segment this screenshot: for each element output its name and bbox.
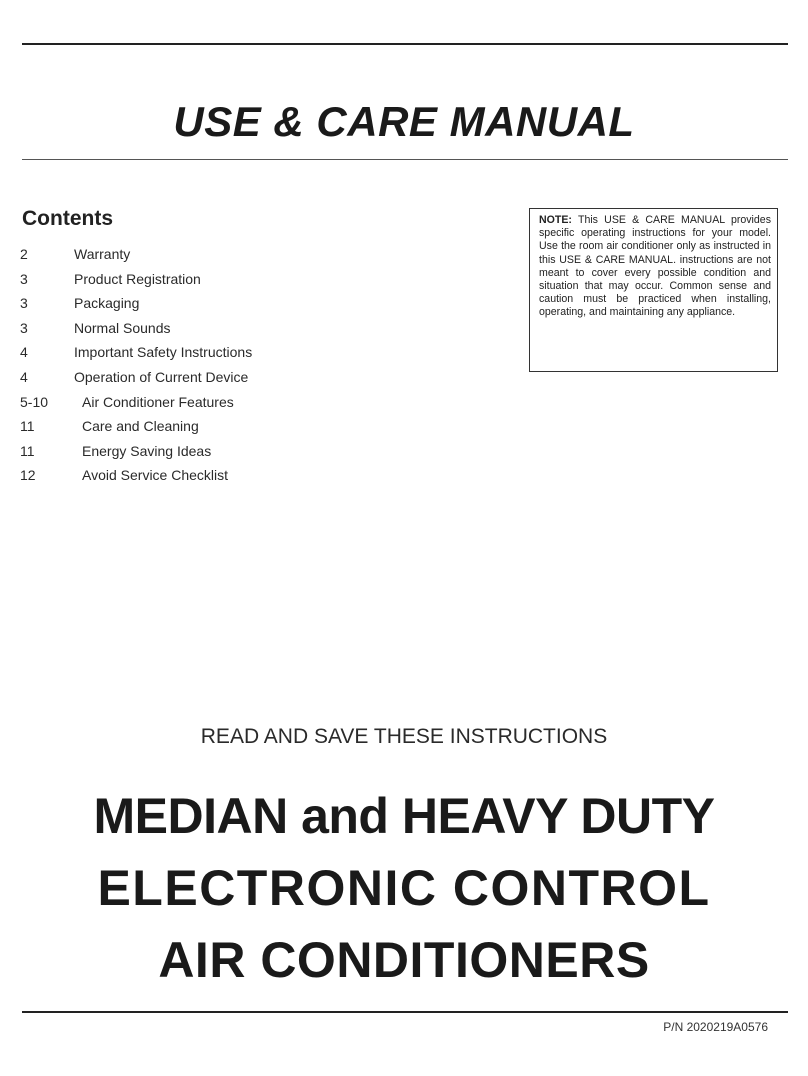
toc-item-label: Warranty — [74, 246, 131, 262]
toc-item — [20, 271, 500, 296]
read-save-notice: READ AND SAVE THESE INSTRUCTIONS — [200, 725, 608, 748]
toc-item — [20, 394, 500, 419]
toc-item — [20, 418, 500, 443]
toc-page-number: 3 — [20, 295, 28, 312]
toc-page-number: 12 — [20, 467, 36, 484]
toc-page-number: 3 — [20, 319, 28, 336]
toc-item-label: Packaging — [74, 295, 140, 312]
toc-page-number: 4 — [20, 368, 28, 385]
toc-item-label: Product Registration — [74, 270, 201, 287]
part-number: P/N 2020219A0576 — [663, 1020, 768, 1034]
toc-item-label: Operation of Current Device — [74, 368, 249, 385]
toc-item-label: Care and Cleaning — [82, 418, 199, 435]
toc-item — [20, 295, 500, 320]
top-rule — [22, 43, 788, 45]
toc-item — [20, 467, 500, 492]
contents-heading: Contents — [22, 207, 113, 230]
toc-item — [20, 246, 500, 271]
table-of-contents — [20, 246, 500, 492]
product-title-line3: AIR CONDITIONERS — [158, 932, 650, 988]
toc-item-label: Important Safety Instructions — [74, 344, 253, 361]
bottom-rule — [22, 1011, 788, 1013]
product-title-line1: MEDIAN and HEAVY DUTY — [93, 788, 715, 844]
title-divider — [22, 159, 788, 160]
toc-item — [20, 320, 500, 345]
toc-page-number: 2 — [20, 246, 28, 262]
toc-page-number: 5-10 — [20, 393, 49, 410]
product-title-line2: ELECTRONIC CONTROL — [97, 860, 711, 916]
toc-page-number: 11 — [20, 442, 35, 459]
toc-page-number: 4 — [20, 344, 28, 361]
note-box — [529, 208, 778, 372]
toc-item-label: Air Conditioner Features — [82, 393, 234, 410]
toc-page-number: 3 — [20, 270, 28, 287]
toc-item-label: Avoid Service Checklist — [82, 467, 229, 484]
toc-item-label: Normal Sounds — [74, 319, 171, 336]
toc-item — [20, 369, 500, 394]
toc-item-label: Energy Saving Ideas — [82, 442, 212, 459]
toc-item — [20, 443, 500, 468]
toc-page-number: 11 — [20, 418, 35, 435]
note-text: This USE & CARE MANUAL provides specific operating instructions for your model. Use the room air conditioner only as instructed in this USE & CARE MANUAL. instructions are not meant to cover every possible condition and situation that may occur. Common sense and caution must be practiced when installing, operating, and maintaining any appliance. — [539, 214, 771, 319]
manual-title: USE & CARE MANUAL — [173, 98, 635, 145]
note-label: NOTE: — [539, 214, 572, 226]
toc-item — [20, 344, 500, 369]
